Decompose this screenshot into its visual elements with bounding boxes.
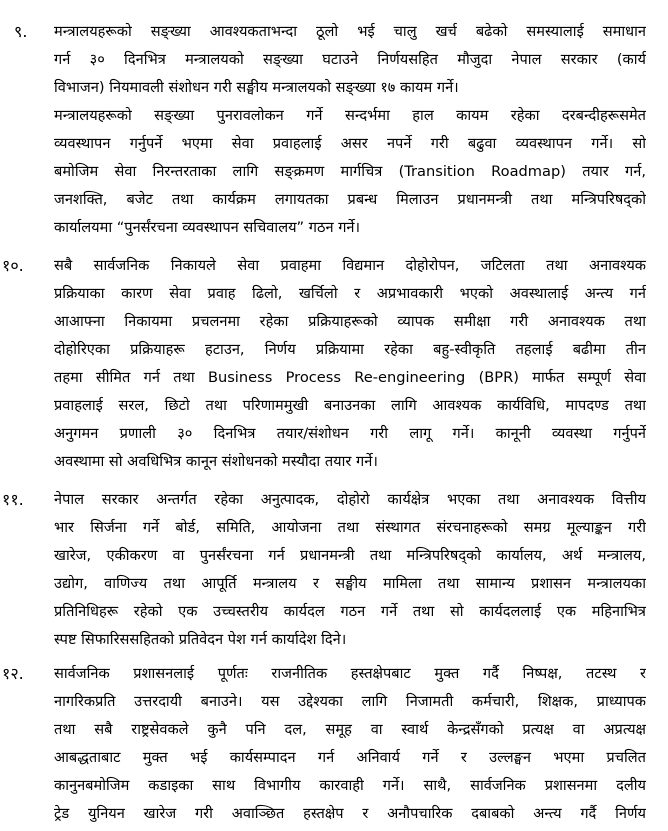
- text-line: आबद्धताबाट मुक्त भई कार्यसम्पादन गर्न अनिवार्य गर्ने र उल्लङ्घन भएमा प्रचलित: [54, 749, 646, 766]
- text-line: ट्रेड युनियन खारेज गरी अवाञ्छित हस्तक्षेप र अनौपचारिक दबाबको अन्त्य गर्दै निर्णय: [54, 805, 646, 822]
- text-line: तहमा सीमित गर्न तथा Business Process Re-engineering (BPR) मार्फत सम्पूर्ण सेवा: [54, 369, 646, 386]
- text-line: प्रतिनिधिहरू रहेको एक उच्चस्तरीय कार्यदल गठन गर्ने तथा सो कार्यदललाई एक महिनाभित्र: [54, 603, 646, 620]
- text-line: प्रवाहलाई सरल, छिटो तथा परिणाममुखी बनाउनका लागि आवश्यक कार्यविधि, मापदण्ड तथा: [54, 397, 646, 414]
- text-line: गर्न ३० दिनभित्र मन्त्रालयको सङ्ख्या घटाउने निर्णयसहित मौजुदा नेपाल सरकार (कार्य: [54, 51, 646, 68]
- text-line: खारेज, एकीकरण वा पुनर्संरचना गर्न प्रधानमन्त्री तथा मन्त्रिपरिषद्को कार्यालय, अर्थ मन्त्रालय,: [54, 547, 646, 564]
- text-line: अवस्थामा सो अवधिभित्र कानून संशोधनको मस्यौदा तयार गर्ने।: [54, 453, 378, 470]
- text-line: मन्त्रालयहरूको सङ्ख्या आवश्यकताभन्दा ठूलो भई चालु खर्च बढेको समस्यालाई समाधान: [54, 23, 646, 40]
- text-line: नागरिकप्रति उत्तरदायी बनाउने। यस उद्देश्यका लागि निजामती कर्मचारी, शिक्षक, प्राध्यापक: [54, 693, 646, 710]
- text-line: भार सिर्जना गर्ने बोर्ड, समिति, आयोजना तथा संस्थागत संरचनाहरूको समग्र मूल्याङ्कन गरी: [54, 519, 646, 536]
- text-line: बमोजिम सेवा निरन्तरताका लागि सङ्क्रमण मार्गचित्र (Transition Roadmap) तयार गर्न,: [54, 163, 646, 180]
- text-line: कार्यालयमा “पुनर्संरचना व्यवस्थापन सचिवालय” गठन गर्ने।: [54, 219, 361, 236]
- text-line: सबै सार्वजनिक निकायले सेवा प्रवाहमा विद्यमान दोहोरोपन, जटिलता तथा अनावश्यक: [54, 257, 646, 274]
- text-line: व्यवस्थापन गर्नुपर्ने भएमा सेवा प्रवाहलाई असर नपर्ने गरी बढुवा व्यवस्थापन गर्ने। सो: [54, 135, 646, 152]
- item-number: १०.: [2, 256, 24, 275]
- text-line: मन्त्रालयहरूको सङ्ख्या पुनरावलोकन गर्ने सन्दर्भमा हाल कायम रहेका दरबन्दीहरूसमेत: [54, 107, 646, 124]
- text-line: कानुनबमोजिम कडाइका साथ विभागीय कारवाही गर्ने। साथै, सार्वजनिक प्रशासनमा दलीय: [54, 777, 646, 794]
- text-line: दोहोरिएका प्रक्रियाहरू हटाउन, निर्णय प्रक्रियामा रहेका बहु-स्वीकृति तहलाई बढीमा तीन: [54, 341, 646, 358]
- text-line: स्पष्ट सिफारिससहितको प्रतिवेदन पेश गर्न कार्यादेश दिने।: [54, 631, 347, 648]
- text-line: जनशक्ति, बजेट तथा कार्यक्रम लगायतका प्रबन्ध मिलाउन प्रधानमन्त्री तथा मन्त्रिपरिषद्को: [54, 191, 646, 208]
- item-number: ९.: [14, 22, 28, 41]
- text-line: नेपाल सरकार अन्तर्गत रहेका अनुत्पादक, दोहोरो कार्यक्षेत्र भएका तथा अनावश्यक वित्तीय: [54, 491, 646, 508]
- text-line: विभाजन) नियमावली संशोधन गरी सङ्घीय मन्त्रालयको सङ्ख्या १७ कायम गर्ने।: [54, 79, 459, 96]
- item-number: ११.: [2, 490, 24, 509]
- text-line: उद्योग, वाणिज्य तथा आपूर्ति मन्त्रालय र सङ्घीय मामिला तथा सामान्य प्रशासन मन्त्रालयका: [54, 575, 646, 592]
- item-number: १२.: [2, 664, 24, 683]
- text-line: सार्वजनिक प्रशासनलाई पूर्णतः राजनीतिक हस्तक्षेपबाट मुक्त गर्दै निष्पक्ष, तटस्थ र: [54, 665, 646, 682]
- text-line: आआफ्ना निकायमा प्रचलनमा रहेका प्रक्रियाहरूको व्यापक समीक्षा गरी अनावश्यक तथा: [54, 313, 646, 330]
- text-line: तथा सबै राष्ट्रसेवकले कुनै पनि दल, समूह वा स्वार्थ केन्द्रसँगको प्रत्यक्ष वा अप्रत्यक्ष: [54, 721, 646, 738]
- text-line: अनुगमन प्रणाली ३० दिनभित्र तयार/संशोधन गरी लागू गर्ने। कानूनी व्यवस्था गर्नुपर्ने: [54, 425, 646, 442]
- text-line: प्रक्रियाका कारण सेवा प्रवाह ढिलो, खर्चिलो र अप्रभावकारी भएको अवस्थालाई अन्त्य गर्न: [54, 285, 646, 302]
